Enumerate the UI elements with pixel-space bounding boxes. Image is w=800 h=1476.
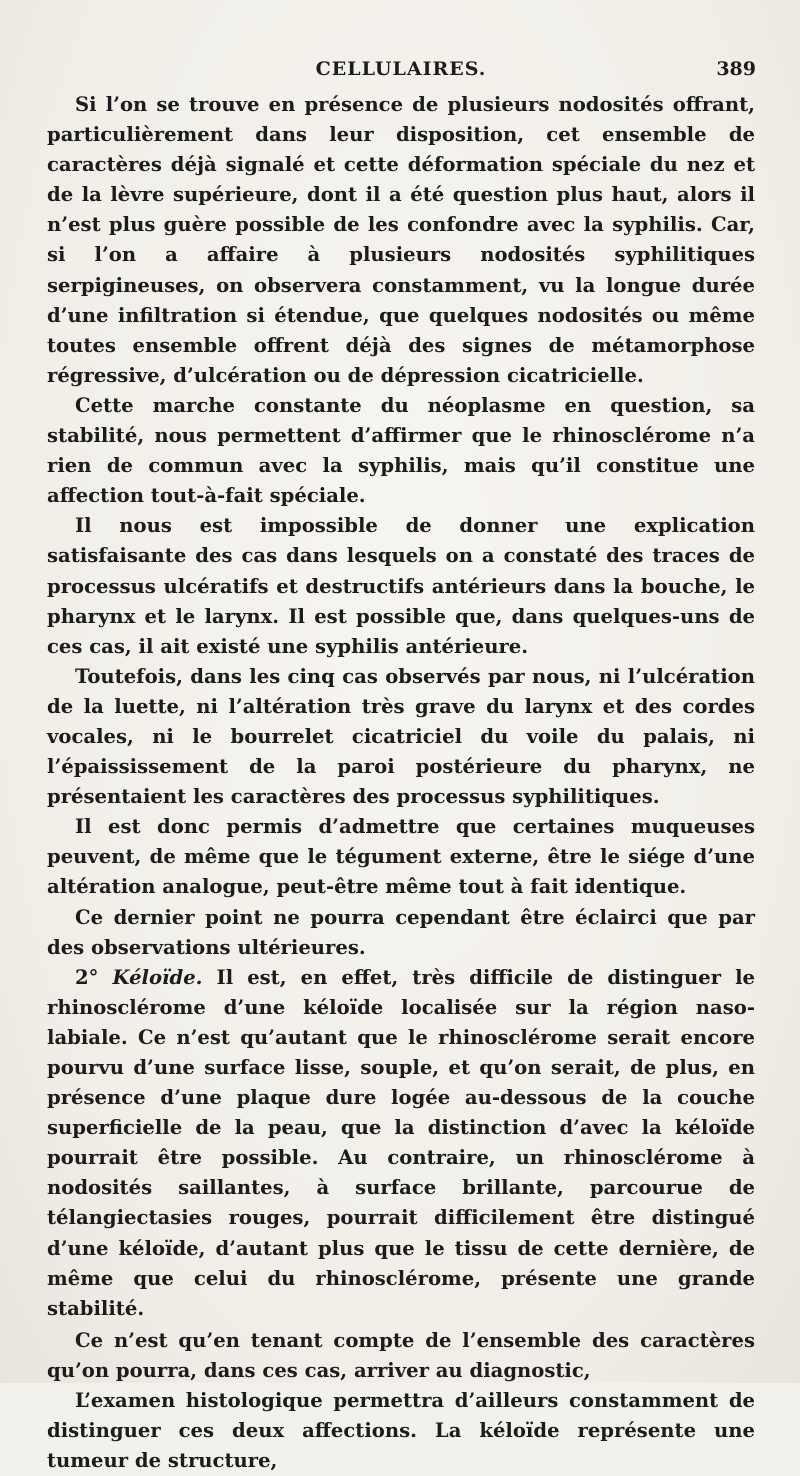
paragraph-further-observations: Ce dernier point ne pourra cependant être éclairci que par des observations ultérieures. bbox=[47, 905, 755, 959]
paragraph-mucosa: Il est donc permis d’admettre que certaines muqueuses peuvent, de même que le tégument externe, être le siége d’une altération analogue, peut-être même tout à fait identique. bbox=[47, 815, 755, 899]
running-head bbox=[46, 58, 756, 86]
page-number: 389 bbox=[716, 58, 756, 80]
paragraph-diagnosis: Ce n’est qu’en tenant compte de l’ensemble des caractères qu’on pourra, dans ces cas, arriver au diagnostic, bbox=[47, 1328, 755, 1382]
section-number: 2° bbox=[75, 965, 99, 989]
section-heading: Kéloïde. bbox=[112, 965, 203, 989]
paragraph-stability: Cette marche constante du néoplasme en question, sa stabilité, nous permettent d’affirmer que le rhinosclérome n’a rien de commun avec la syphilis, mais qu’il constitue une affection tout-à-fait spéciale. bbox=[47, 393, 755, 508]
paragraph-differential-syphilis: Si l’on se trouve en présence de plusieurs nodosités offrant, particulièrement dans leur disposition, cet ensemble de caractères déjà signalé et cette déformation spéciale du nez et de la lèvre supérieure, dont il a été question plus haut, alors il n’est plus guère possible de les confondre avec la syphilis. Car, si l’on a affaire à plusieurs nodosités syphilitiques serpigineuses, on observera constamment, vu la longue durée d’une infiltration si étendue, que quelques nodosités ou même toutes ensemble offrent déjà des signes de métamorphose régressive, d’ulcération ou de dépression cicatricielle. bbox=[47, 93, 755, 387]
paragraph-keloid bbox=[47, 963, 755, 1324]
paragraph-observed-cases: Toutefois, dans les cinq cas observés par nous, ni l’ulcération de la luette, ni l’altération très grave du larynx et des cordes vocales, ni le bourrelet cicatriciel du voile du palais, ni l’épaississement de la paroi postérieure du pharynx, ne présentaient les caractères des processus syphilitiques. bbox=[47, 664, 755, 809]
paragraph-explanation: Il nous est impossible de donner une explication satisfaisante des cas dans lesquels on a constaté des traces de processus ulcératifs et destructifs antérieurs dans la bouche, le pharynx et le larynx. Il est possible que, dans quelques-uns de ces cas, il ait existé une syphilis antérieure. bbox=[47, 514, 755, 658]
keloid-text: Il est, en effet, très difficile de distinguer le rhinosclérome d’une kéloïde localisée sur la région naso-labiale. Ce n’est qu’autant que le rhinosclérome serait encore pourvu d’une surface lisse, souple, et qu’on serait, de plus, en présence d’une plaque dure logée au-dessous de la couche superficielle de la peau, que la distinction d’avec la kéloïde pourrait être possible. Au contraire, un rhinosclérome à nodosités saillantes, à surface brillante, parcourue de télangiectasies rouges, pourrait difficilement être distingué d’une kéloïde, d’autant plus que le tissu de cette dernière, de même que celui du rhinosclérome, présente une grande stabilité. bbox=[47, 965, 755, 1320]
running-title: CELLULAIRES. bbox=[315, 58, 487, 80]
body-text bbox=[47, 90, 755, 1476]
paragraph-histology: L’examen histologique permettra d’ailleurs constamment de distinguer ces deux affections. La kéloïde représente une tumeur de structure, bbox=[47, 1389, 755, 1473]
